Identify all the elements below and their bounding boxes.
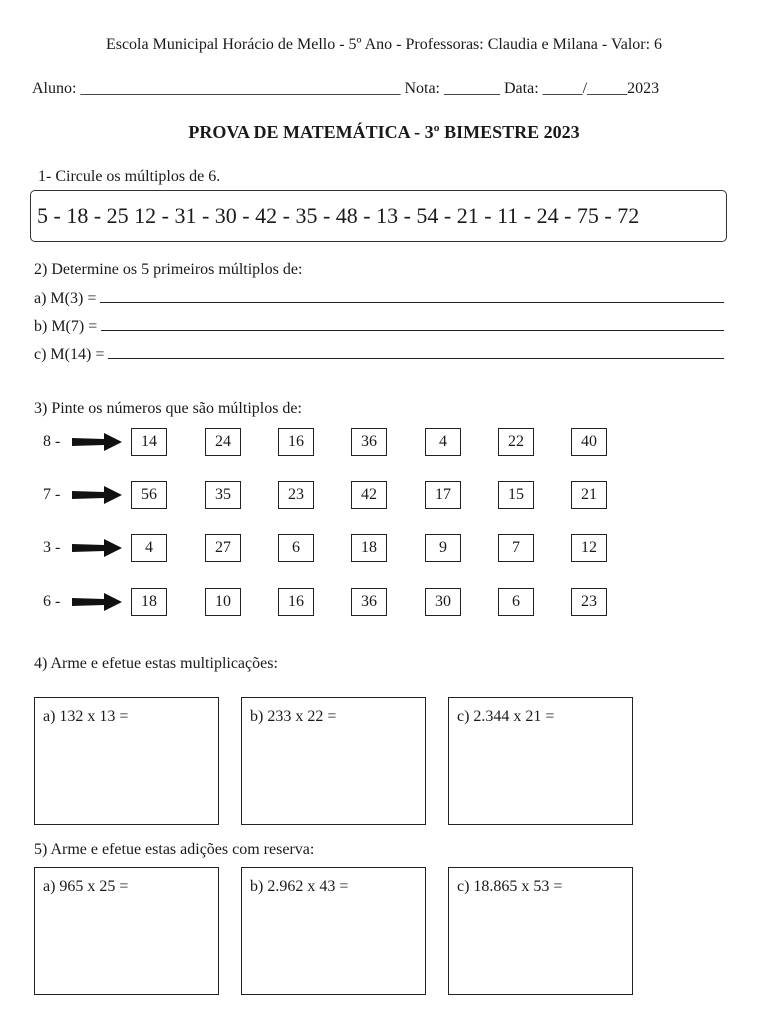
page-title: PROVA DE MATEMÁTICA - 3º BIMESTRE 2023 [188, 122, 580, 142]
q3-row-label: 7 - [43, 486, 61, 503]
answer-line[interactable] [108, 346, 724, 359]
q2-prompt: 2) Determine os 5 primeiros múltiplos de: [34, 261, 303, 278]
arrow-right-icon [72, 485, 122, 505]
q3-number-cell[interactable]: 36 [351, 428, 387, 456]
q3-row-label: 6 - [43, 593, 61, 610]
q3-number-cell[interactable]: 12 [571, 534, 607, 562]
q3-number-cell[interactable]: 17 [425, 481, 461, 509]
q5-prompt: 5) Arme e efetue estas adições com reserva: [34, 841, 315, 858]
q3-number-cell[interactable]: 40 [571, 428, 607, 456]
q3-number-cell[interactable]: 6 [278, 534, 314, 562]
q2-label-b: b) M(7) = [34, 318, 98, 335]
answer-line[interactable] [100, 290, 724, 303]
q5-work-box-c[interactable]: c) 18.865 x 53 = [448, 867, 633, 995]
q2-line-b[interactable] [34, 318, 724, 336]
q3-number-cell[interactable]: 42 [351, 481, 387, 509]
arrow-right-icon [72, 538, 122, 558]
q3-number-cell[interactable]: 16 [278, 428, 314, 456]
q3-number-cell[interactable]: 35 [205, 481, 241, 509]
q3-number-cell[interactable]: 10 [205, 588, 241, 616]
q3-row-label: 8 - [43, 433, 61, 450]
arrow-right-icon [72, 592, 122, 612]
q5-work-box-b[interactable]: b) 2.962 x 43 = [241, 867, 426, 995]
arrow-right-icon [72, 432, 122, 452]
q3-number-cell[interactable]: 7 [498, 534, 534, 562]
q3-number-cell[interactable]: 24 [205, 428, 241, 456]
q3-number-cell[interactable]: 23 [571, 588, 607, 616]
q4-work-box-a[interactable]: a) 132 x 13 = [34, 697, 219, 825]
q3-number-cell[interactable]: 15 [498, 481, 534, 509]
q4-work-box-b[interactable]: b) 233 x 22 = [241, 697, 426, 825]
q3-number-cell[interactable]: 4 [425, 428, 461, 456]
q3-number-cell[interactable]: 6 [498, 588, 534, 616]
q4-work-box-c[interactable]: c) 2.344 x 21 = [448, 697, 633, 825]
q3-number-cell[interactable]: 14 [131, 428, 167, 456]
q2-line-a[interactable] [34, 290, 724, 308]
q3-number-cell[interactable]: 56 [131, 481, 167, 509]
q3-prompt: 3) Pinte os números que são múltiplos de: [34, 400, 302, 417]
answer-line[interactable] [101, 318, 724, 331]
q3-number-cell[interactable]: 36 [351, 588, 387, 616]
school-header: Escola Municipal Horácio de Mello - 5º Ano - Professoras: Claudia e Milana - Valor: 6 [105, 36, 663, 53]
q3-number-cell[interactable]: 21 [571, 481, 607, 509]
q3-row-label: 3 - [43, 539, 61, 556]
q3-number-cell[interactable]: 30 [425, 588, 461, 616]
q3-number-cell[interactable]: 27 [205, 534, 241, 562]
q1-number-box: 5 - 18 - 25 12 - 31 - 30 - 42 - 35 - 48 - 13 - 54 - 21 - 11 - 24 - 75 - 72 [30, 190, 727, 242]
q5-work-box-a[interactable]: a) 965 x 25 = [34, 867, 219, 995]
q3-number-cell[interactable]: 22 [498, 428, 534, 456]
q3-number-cell[interactable]: 18 [351, 534, 387, 562]
q3-number-cell[interactable]: 23 [278, 481, 314, 509]
q4-prompt: 4) Arme e efetue estas multiplicações: [34, 655, 278, 672]
q3-number-cell[interactable]: 16 [278, 588, 314, 616]
q3-number-cell[interactable]: 9 [425, 534, 461, 562]
q2-label-c: c) M(14) = [34, 346, 105, 363]
student-info-line: Aluno: ________________________________________ Nota: _______ Data: _____/_____2023 [32, 80, 660, 97]
q3-number-cell[interactable]: 4 [131, 534, 167, 562]
q2-line-c[interactable] [34, 346, 724, 364]
q2-label-a: a) M(3) = [34, 290, 97, 307]
q3-number-cell[interactable]: 18 [131, 588, 167, 616]
q1-prompt: 1- Circule os múltiplos de 6. [38, 168, 221, 185]
